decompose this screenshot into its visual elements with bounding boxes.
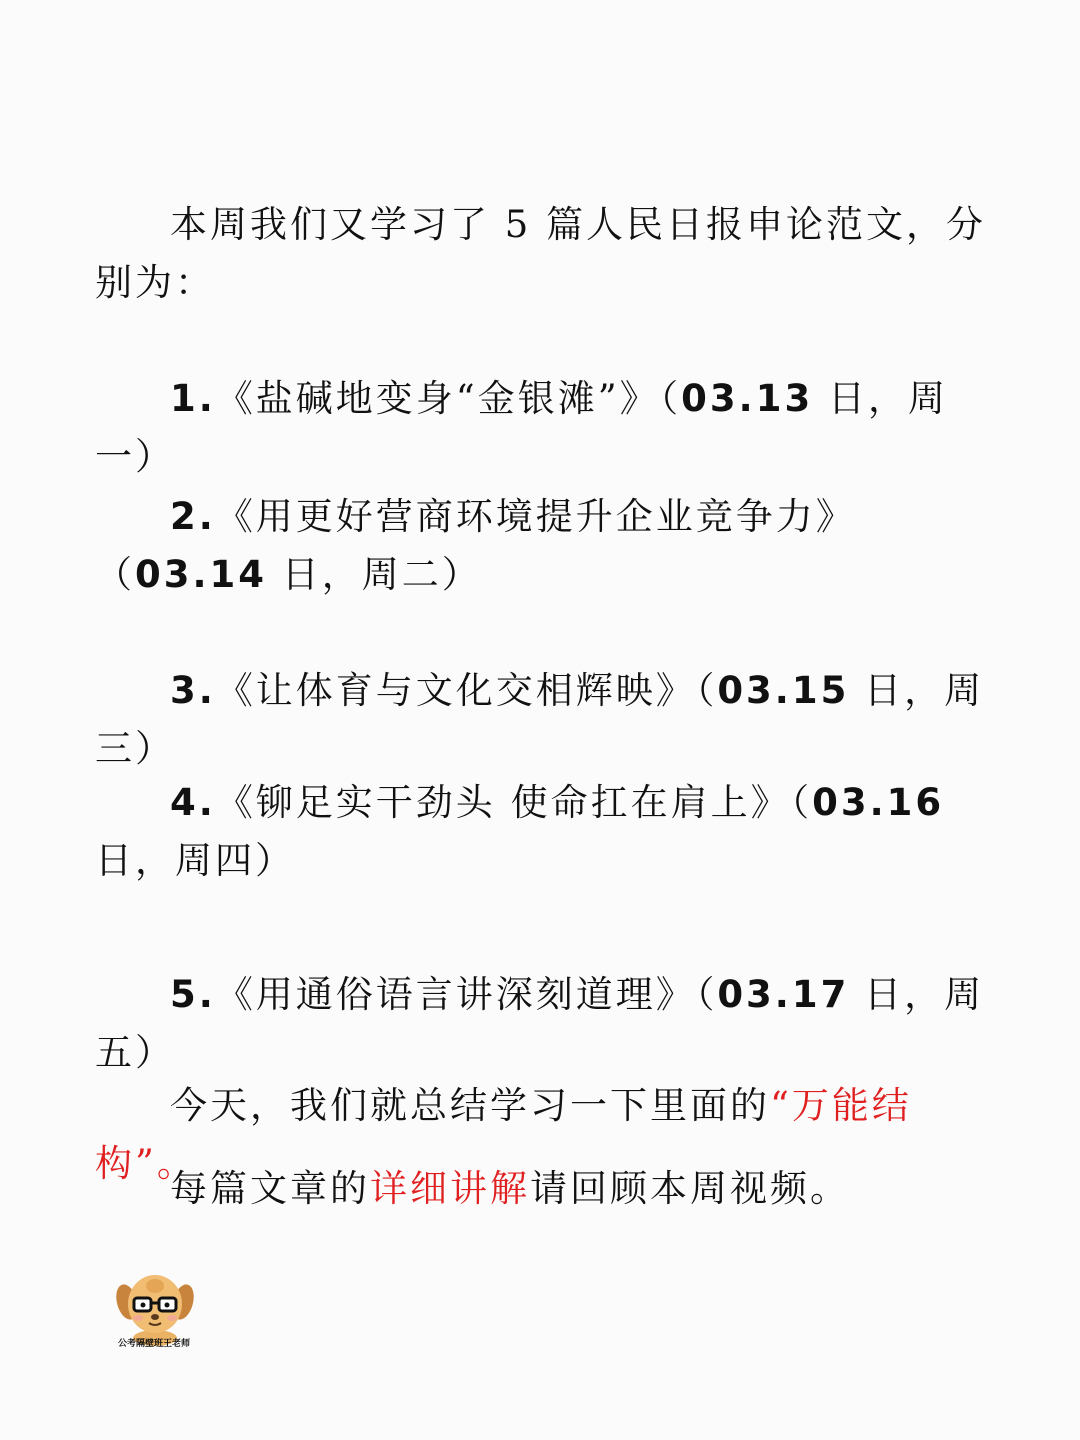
intro-paragraph [95,196,990,312]
article-number: 3. [170,669,216,712]
article-weekday: 日，周四） [95,839,295,882]
summary-highlight: “万能结构”。 [95,1084,912,1185]
article-item-2 [95,488,990,604]
article-date: 03.16 [812,781,945,824]
article-item-5 [95,966,990,1082]
review-text-start: 每篇文章的 [170,1167,370,1210]
article-title: 《让体育与文化交相辉映》 [215,669,696,712]
article-paren-open: （ [659,377,682,420]
article-number: 1. [170,377,216,420]
article-date: 03.15 [717,669,850,712]
article-weekday: 日，周五） [95,973,985,1074]
watermark-caption: 公考隔壁班王老师 [117,1339,190,1349]
article-paren-open: （ [790,781,813,824]
article-date: 03.13 [681,377,814,420]
review-text-end: 请回顾本周视频。 [530,1167,850,1210]
article-paren-open: （ [695,669,718,712]
article-weekday: 日，周二） [267,553,482,596]
article-weekday: 日，周三） [95,669,985,770]
article-title: 《用通俗语言讲深刻道理》 [215,973,696,1016]
article-title: 《用更好营商环境提升企业竞争力》 [215,495,856,538]
article-weekday: 日，周一） [95,377,948,478]
review-paragraph [95,1160,990,1218]
article-number: 5. [170,973,216,1016]
article-item-1 [95,370,990,486]
article-number: 2. [170,495,216,538]
article-date: 03.14 [135,553,268,596]
article-item-4 [95,774,990,890]
article-number: 4. [170,781,216,824]
intro-text: 本周我们又学习了 5 篇人民日报申论范文，分别为： [95,203,987,304]
article-date: 03.17 [717,973,850,1016]
article-title: 《盐碱地变身“金银滩”》 [215,377,660,420]
article-paren-open: （ [95,553,135,596]
review-highlight: 详细讲解 [370,1167,530,1210]
article-item-3 [95,662,990,778]
summary-text: 今天，我们就总结学习一下里面的 [170,1084,770,1127]
article-paren-open: （ [695,973,718,1016]
article-title: 《铆足实干劲头 使命扛在肩上》 [215,781,791,824]
